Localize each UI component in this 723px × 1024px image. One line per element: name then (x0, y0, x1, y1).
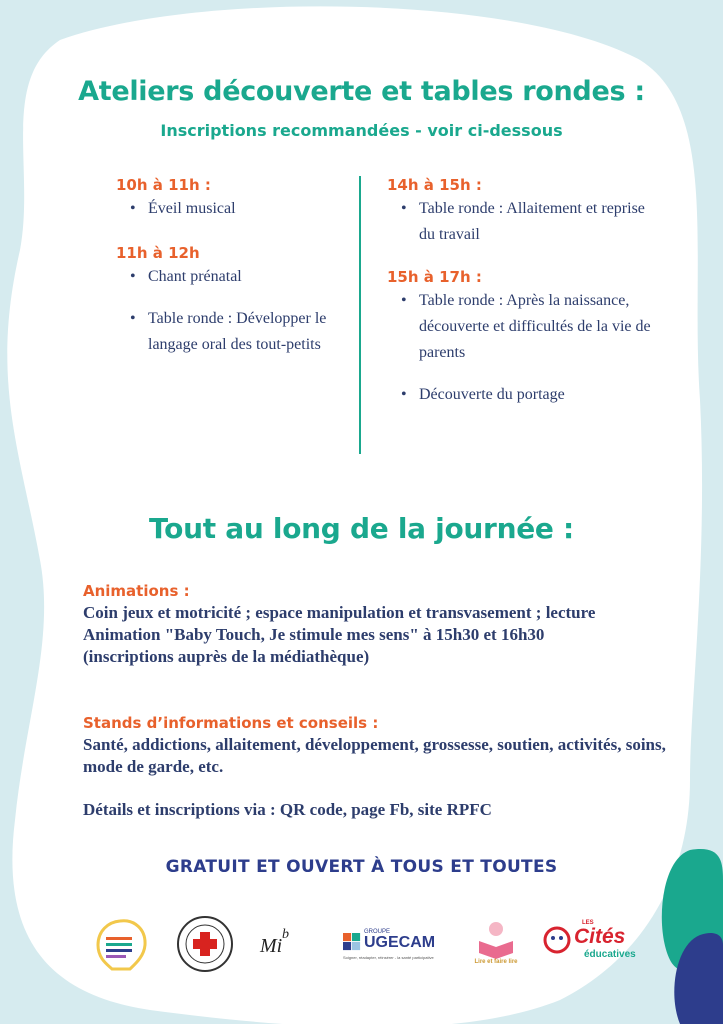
activity-list (387, 196, 657, 248)
time-slot-label: 11h à 12h (116, 244, 200, 262)
schedule-left-column (116, 176, 346, 358)
activity-list (387, 288, 657, 408)
cites-educatives-logo: LES Cités éducatives (542, 915, 634, 975)
list-item: • Table ronde : Après la naissance, découverte et difficultés de la vie de parents (387, 288, 657, 366)
activity-list (116, 264, 346, 358)
bullet-icon: • (130, 310, 136, 327)
bullet-icon: • (401, 386, 407, 403)
animations-heading: Animations : (83, 582, 190, 600)
footer-banner: GRATUIT ET OUVERT À TOUS ET TOUTES (165, 857, 558, 877)
animations-line: Coin jeux et motricité ; espace manipulation et transvasement ; lecture (83, 603, 596, 622)
animations-section (83, 580, 683, 668)
list-item: • Chant prénatal (116, 264, 346, 290)
stands-text: Santé, addictions, allaitement, développement, grossesse, soutien, activités, soins, mode de garde, etc. (83, 735, 666, 776)
bullet-icon: • (130, 268, 136, 285)
croix-rouge-logo (176, 915, 234, 975)
book-icon (471, 919, 521, 959)
partner-logos (0, 915, 723, 975)
animations-line: Animation "Baby Touch, Je stimule mes sens" à 15h30 et 16h30 (83, 625, 545, 644)
mib-logo: Mi b (260, 927, 289, 957)
column-divider (359, 176, 361, 454)
activity-list (116, 196, 346, 222)
ugecam-logo: GROUPE UGECAM Soigner, réadapter, réinsérer - la santé participative (343, 929, 436, 960)
bullet-icon: • (401, 292, 407, 309)
list-item: • Table ronde : Développer le langage oral des tout-petits (116, 306, 346, 358)
time-slot-label: 10h à 11h : (116, 176, 211, 194)
rpfc-logo (90, 915, 154, 975)
time-slot-label: 15h à 17h : (387, 268, 482, 286)
day-section-title: Tout au long de la journée : (149, 512, 574, 545)
bullet-icon: • (130, 200, 136, 217)
time-slot-label: 14h à 15h : (387, 176, 482, 194)
stands-heading: Stands d’informations et conseils : (83, 714, 379, 732)
schedule-right-column (387, 176, 657, 408)
page-title: Ateliers découverte et tables rondes : (78, 76, 645, 107)
animations-line: (inscriptions auprès de la médiathèque) (83, 647, 370, 666)
lire-et-faire-lire-logo: Lire et faire lire (471, 915, 521, 975)
ugecam-icon (343, 933, 361, 951)
list-item: • Éveil musical (116, 196, 346, 222)
list-item: • Découverte du portage (387, 382, 657, 408)
bullet-icon: • (401, 200, 407, 217)
face-icon (542, 925, 572, 955)
details-line: Détails et inscriptions via : QR code, page Fb, site RPFC (83, 800, 492, 819)
stands-section (83, 712, 683, 778)
page-subtitle: Inscriptions recommandées - voir ci-dessous (160, 121, 563, 140)
list-item: • Table ronde : Allaitement et reprise du travail (387, 196, 657, 248)
red-cross-icon (176, 915, 234, 973)
